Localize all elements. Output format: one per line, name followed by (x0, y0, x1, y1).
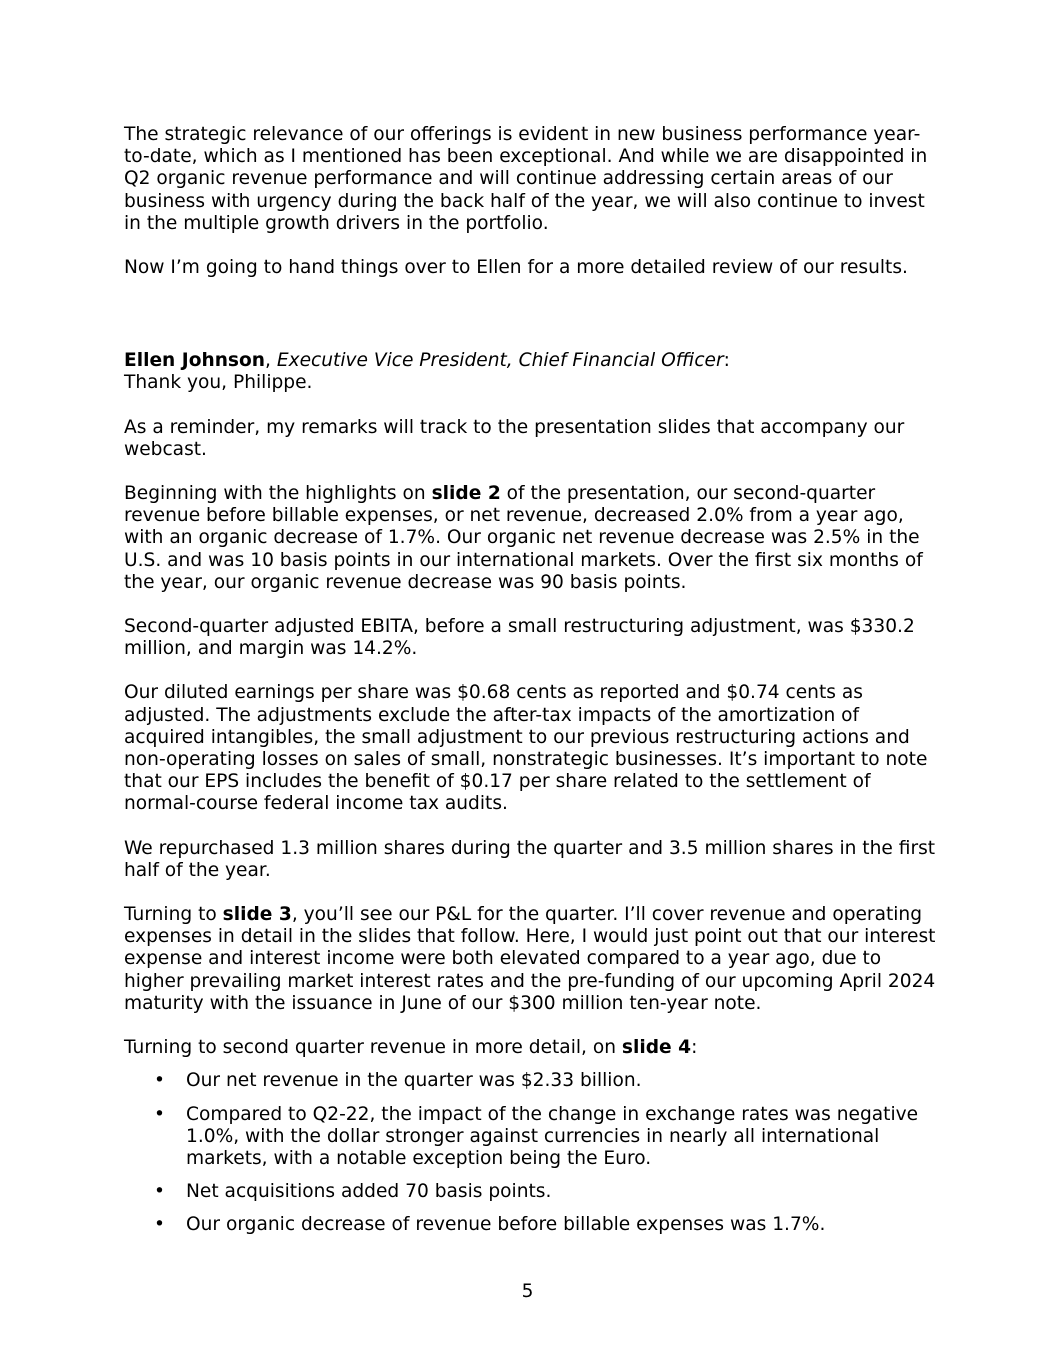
list-item: • Our organic decrease of revenue before billable expenses was 1.7%. (124, 1214, 939, 1236)
speaker-line (124, 350, 939, 372)
paragraph-highlights (124, 483, 939, 594)
slide-4-reference: slide 4 (621, 1037, 692, 1059)
paragraph-eps: Our diluted earnings per share was $0.68 cents as reported and $0.74 cents as adjusted. The adjustments exclude the after-tax impacts of the amortization of acquired intangibles, the small adjustment to our previous restructuring actions and non-operating losses on sales of small, nonstrategic businesses. It’s important to note that our EPS includes the benefit of $0.17 per share related to the settlement of normal-course federal income tax audits. (124, 682, 928, 815)
speaker-separator: , (265, 350, 277, 372)
speaker-name: Ellen Johnson (124, 350, 266, 372)
revenue-text-pre: Turning to second quarter revenue in more detail, on (124, 1037, 622, 1059)
paragraph-revenue-intro (124, 1037, 939, 1059)
pl-text-pre: Turning to (124, 904, 223, 926)
slide-3-reference: slide 3 (222, 904, 292, 926)
slide-2-reference: slide 2 (431, 483, 501, 505)
speaker-greeting: Thank you, Philippe. (124, 372, 313, 394)
paragraph-repurchase: We repurchased 1.3 million shares during the quarter and 3.5 million shares in the first half of the year. (124, 837, 936, 881)
speaker-colon: : (723, 350, 730, 372)
paragraph-reminder: As a reminder, my remarks will track to the presentation slides that accompany our webcast. (124, 416, 905, 460)
list-item: • Net acquisitions added 70 basis points. (124, 1181, 939, 1203)
paragraph-handover: Now I’m going to hand things over to Ellen for a more detailed review of our results. (124, 257, 908, 279)
page-body (124, 124, 939, 1248)
list-item: • Our net revenue in the quarter was $2.33 billion. (124, 1070, 939, 1092)
revenue-bullet-list (124, 1070, 939, 1236)
paragraph-strategic-relevance: The strategic relevance of our offerings is evident in new business performance year-to-date, which as I mentioned has been exceptional. And while we are disappointed in Q2 organic revenue performance and will continue addressing certain areas of our business with urgency during the back half of the year, we will also continue to invest in the multiple growth drivers in the portfolio. (124, 124, 928, 234)
page-number: 5 (521, 1281, 534, 1302)
highlights-text-pre: Beginning with the highlights on (124, 483, 432, 505)
revenue-text-post: : (691, 1037, 698, 1059)
speaker-title: Executive Vice President, Chief Financial Officer (276, 350, 724, 372)
list-item: • Compared to Q2-22, the impact of the change in exchange rates was negative 1.0%, with the dollar stronger against currencies in nearly all international markets, with a notable exception being the Euro. (124, 1104, 939, 1171)
pl-text-post: , you’ll see our P&L for the quarter. I’ll cover revenue and operating expenses in detail in the slides that follow. Here, I would just point out that our interest expense and interest income were both elevated compared to a year ago, due to higher prevailing market interest rates and the pre-funding of our upcoming April 2024 maturity with the issuance in June of our $300 million ten-year note. (124, 904, 936, 1014)
paragraph-pl (124, 904, 939, 1015)
paragraph-ebita: Second-quarter adjusted EBITA, before a small restructuring adjustment, was $330.2 million, and margin was 14.2%. (124, 616, 915, 660)
highlights-text-post: of the presentation, our second-quarter revenue before billable expenses, or net revenue, decreased 2.0% from a year ago, with an organic decrease of 1.7%. Our organic net revenue decrease was 2.5% in the U.S. and was 10 basis points in our international markets. Over the first six months of the year, our organic revenue decrease was 90 basis points. (124, 483, 923, 593)
